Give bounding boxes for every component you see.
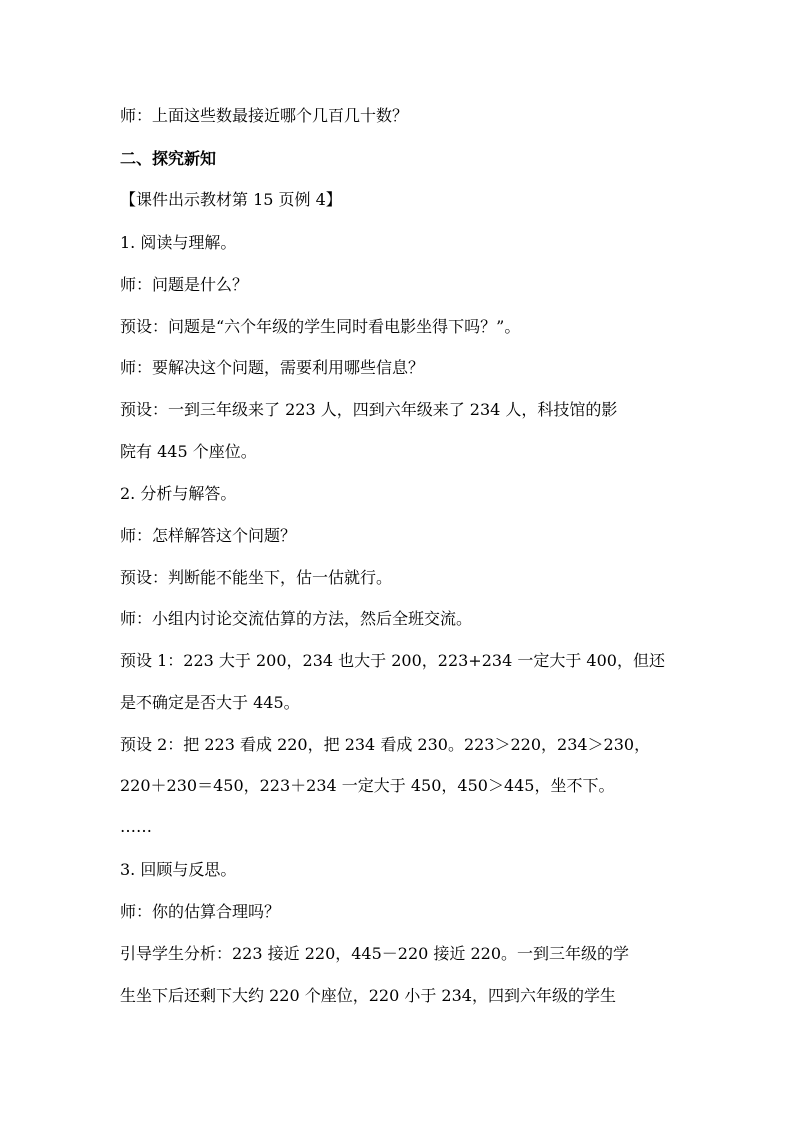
paragraph: 引导学生分析：223 接近 220，445－220 接近 220。一到三年级的学 [120, 944, 630, 963]
paragraph: 220＋230＝450，223＋234 一定大于 450，450＞445，坐不下。 [120, 776, 615, 795]
paragraph: 师：小组内讨论交流估算的方法，然后全班交流。 [120, 609, 473, 628]
subsection-heading: 3. 回顾与反思。 [120, 860, 237, 879]
paragraph: 预设：一到三年级来了 223 人，四到六年级来了 234 人，科技馆的影 [120, 400, 618, 419]
paragraph: 生坐下后还剩下大约 220 个座位，220 小于 234，四到六年级的学生 [120, 986, 616, 1005]
paragraph: 师：你的估算合理吗？ [120, 902, 281, 921]
paragraph: 预设：问题是“六个年级的学生同时看电影坐得下吗？”。 [120, 317, 521, 336]
paragraph: 预设 2：把 223 看成 220，把 234 看成 230。223＞220，234＞230， [120, 735, 651, 754]
subsection-heading: 1. 阅读与理解。 [120, 233, 237, 252]
ellipsis: …… [120, 817, 152, 836]
paragraph: 【课件出示教材第 15 页例 4】 [120, 190, 342, 209]
subsection-heading: 2. 分析与解答。 [120, 484, 237, 503]
paragraph: 预设 1：223 大于 200，234 也大于 200，223+234 一定大于 400，但还 [120, 651, 665, 670]
section-heading: 二、探究新知 [120, 149, 217, 168]
paragraph: 师：要解决这个问题，需要利用哪些信息？ [120, 358, 425, 377]
paragraph: 师：问题是什么？ [120, 275, 249, 294]
paragraph: 院有 445 个座位。 [120, 442, 257, 461]
paragraph: 师：上面这些数最接近哪个几百几十数？ [120, 106, 409, 125]
paragraph: 师：怎样解答这个问题？ [120, 526, 297, 545]
paragraph: 是不确定是否大于 445。 [120, 693, 300, 712]
paragraph: 预设：判断能不能坐下，估一估就行。 [120, 568, 393, 587]
